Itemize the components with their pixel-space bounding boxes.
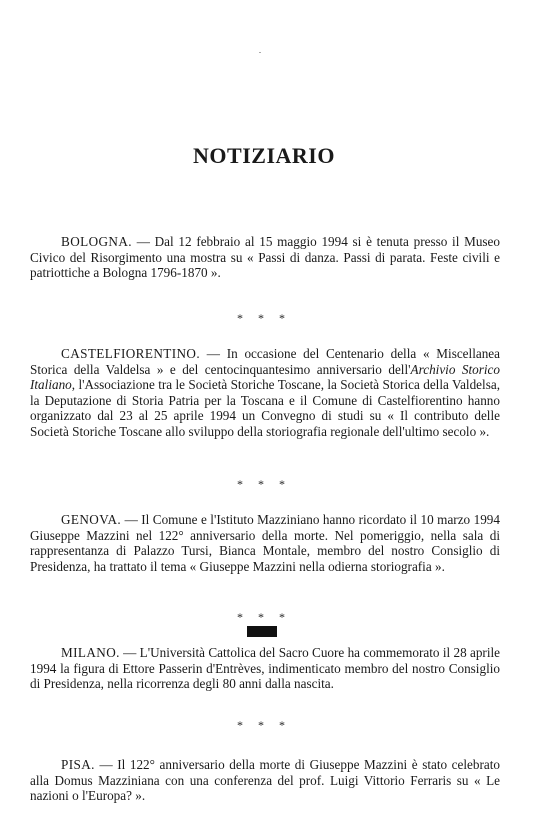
entry-italic-title: Archivio Storico Italiano bbox=[30, 361, 500, 393]
entry-city: CASTELFIORENTINO. bbox=[61, 346, 201, 361]
entry-dash: — bbox=[94, 757, 118, 772]
entry-text: L'Università Cattolica del Sacro Cuore ha commemorato il 28 aprile 1994 la figura di Ettore Passerin d'Entrèves, indimenticato membro del nostro Consiglio di Presidenza, nella ricorrenza degli 80 anni dalla nascita. bbox=[30, 645, 500, 692]
entry-city: BOLOGNA. bbox=[61, 234, 132, 249]
entry-text: Il Comune e l'Istituto Mazziniano hanno ricordato il 10 marzo 1994 Giuseppe Mazzini nel 122° anniversario della morte. Nel pomeriggio, nella sala di rappresentanza di Palazzo Tursi, Bianca Montale, membro del nostro Consiglio di Presidenza, ha trattato il tema « Giuseppe Mazzini nella odierna storiografia ». bbox=[30, 512, 500, 574]
entry-pisa bbox=[30, 757, 500, 804]
section-separator: * * * bbox=[237, 610, 291, 624]
entry-dash: — bbox=[121, 512, 142, 527]
scan-speck bbox=[259, 52, 261, 53]
redaction-bar bbox=[247, 626, 277, 637]
entry-dash: — bbox=[131, 234, 155, 249]
entry-genova bbox=[30, 512, 500, 574]
entry-milano bbox=[30, 645, 500, 692]
section-separator: * * * bbox=[237, 718, 291, 732]
entry-dash: — bbox=[119, 645, 140, 660]
entry-text: In occasione del Centenario della « Miscellanea Storica della Valdelsa » e del centocinquantesimo anniversario dell' bbox=[30, 346, 501, 377]
entry-city: GENOVA. bbox=[61, 512, 122, 527]
entry-dash: — bbox=[200, 346, 227, 361]
section-separator: * * * bbox=[237, 477, 291, 491]
entry-bologna bbox=[30, 234, 500, 281]
entry-text: , l'Associazione tra le Società Storiche Toscane, la Società Storica della Valdelsa, la Deputazione di Storia Patria per la Toscana e il Comune di Castelfiorentino hanno organizzato dal 23 al 25 aprile 1994 un Convegno di studi su « Il contributo delle Società Storiche Toscane allo sviluppo della storiografia regionale dell'ultimo secolo ». bbox=[30, 377, 500, 439]
entry-castelfiorentino bbox=[30, 346, 500, 440]
page-title: NOTIZIARIO bbox=[193, 143, 335, 168]
entry-text: Il 122° anniversario della morte di Giuseppe Mazzini è stato celebrato alla Domus Mazziniana con una conferenza del prof. Luigi Vittorio Ferraris su « Le nazioni o l'Europa? ». bbox=[30, 757, 501, 804]
entry-city: PISA. bbox=[61, 757, 95, 772]
entry-text: Dal 12 febbraio al 15 maggio 1994 si è tenuta presso il Museo Civico del Risorgimento una mostra su « Passi di danza. Passi di parata. Feste civili e patriottiche a Bologna 1796-1870 ». bbox=[30, 234, 501, 281]
section-separator: * * * bbox=[237, 311, 291, 325]
entry-city: MILANO. bbox=[61, 645, 120, 660]
